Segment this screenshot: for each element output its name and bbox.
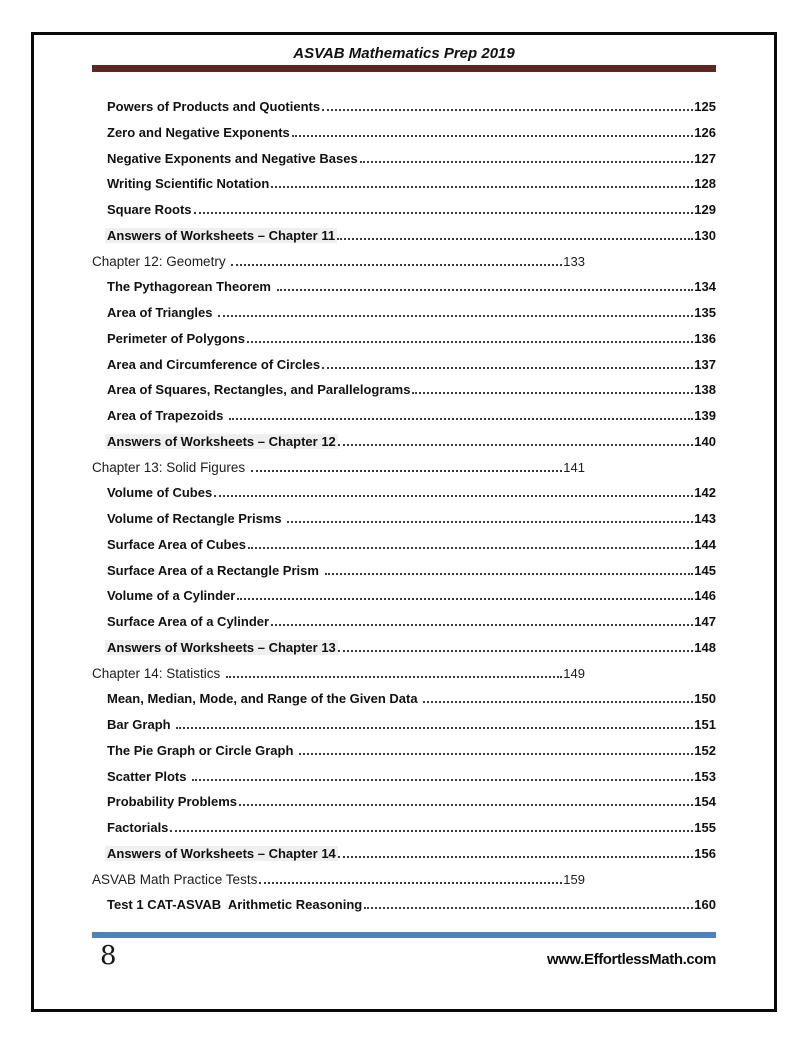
toc-entry-page: 139	[694, 408, 716, 423]
toc-entry	[92, 788, 716, 814]
toc-dot-leader	[322, 109, 693, 111]
toc-entry-page: 152	[694, 742, 716, 758]
toc-entry-page: 140	[694, 433, 716, 449]
toc-entry	[92, 866, 585, 892]
toc-entry	[92, 170, 716, 196]
toc-entry	[92, 454, 585, 480]
toc-entry-label: Answers of Worksheets – Chapter 12	[107, 433, 336, 449]
toc-dot-leader	[277, 289, 694, 291]
toc-dot-leader	[271, 186, 693, 188]
toc-dot-leader	[251, 470, 562, 472]
toc-entry-page: 144	[694, 536, 716, 552]
toc-entry-page: 151	[694, 717, 716, 732]
toc-entry	[92, 891, 716, 917]
toc-entry	[92, 479, 716, 505]
toc-entry	[92, 351, 716, 377]
toc-dot-leader	[337, 238, 693, 240]
toc-entry-label: Writing Scientific Notation	[107, 176, 270, 192]
toc-entry	[92, 299, 716, 325]
toc-entry-page: 133	[563, 253, 585, 269]
page-footer	[92, 940, 716, 972]
toc-entry-page: 145	[694, 562, 716, 578]
toc-dot-leader	[360, 161, 694, 163]
toc-dot-leader	[192, 779, 693, 781]
toc-entry-page: 136	[694, 330, 716, 346]
toc-entry	[92, 840, 716, 866]
toc-dot-leader	[338, 444, 694, 446]
toc-entry	[92, 582, 716, 608]
toc-entry-page: 153	[694, 768, 716, 784]
website-text: www.EffortlessMath.com	[546, 951, 716, 968]
toc-entry-label: Volume of Rectangle Prisms	[107, 511, 286, 526]
toc-entry-page: 134	[694, 279, 716, 295]
toc-entry-label: Answers of Worksheets – Chapter 11	[107, 227, 336, 243]
toc-entry-label: Test 1 CAT-ASVAB Arithmetic Reasoning	[107, 897, 363, 913]
toc-dot-leader	[231, 264, 562, 266]
toc-entry-label: Area of Triangles	[107, 305, 217, 320]
toc-entry-label: Area of Squares, Rectangles, and Parallelograms	[107, 382, 411, 398]
page-border	[31, 32, 777, 1012]
toc-entry-label: Answers of Worksheets – Chapter 14	[107, 845, 336, 861]
toc-entry-label: Answers of Worksheets – Chapter 13	[107, 639, 336, 655]
toc-entry-page: 154	[694, 794, 716, 810]
toc-entry-label: Powers of Products and Quotients	[107, 99, 321, 114]
toc-dot-leader	[338, 856, 694, 858]
toc-entry	[92, 634, 716, 660]
toc-entry-label: Volume of Cubes	[107, 485, 213, 501]
toc-entry	[92, 376, 716, 402]
toc-entry-page: 137	[694, 356, 716, 372]
toc-dot-leader	[412, 392, 693, 394]
toc-entry-label: The Pie Graph or Circle Graph	[107, 742, 297, 758]
toc-entry-label: Factorials	[107, 820, 169, 835]
toc-entry-label: Surface Area of a Rectangle Prism	[107, 562, 323, 578]
toc-entry-label: Negative Exponents and Negative Bases	[107, 150, 358, 166]
footer-rule	[92, 932, 716, 938]
toc-entry-page: 135	[694, 305, 716, 320]
toc-dot-leader	[194, 212, 694, 214]
folio-page-number: 8	[100, 941, 117, 971]
toc-entry-page: 155	[694, 820, 716, 835]
toc-entry-page: 147	[694, 614, 716, 629]
toc-entry	[92, 557, 716, 583]
toc-dot-leader	[299, 753, 693, 755]
toc-dot-leader	[229, 418, 693, 420]
toc-dot-leader	[176, 727, 693, 729]
toc-entry-page: 159	[563, 871, 585, 887]
toc-entry-label: Perimeter of Polygons	[107, 330, 245, 346]
toc-dot-leader	[239, 804, 693, 806]
toc-entry-label: Volume of a Cylinder	[107, 588, 236, 604]
toc-entry-page: 143	[694, 511, 716, 526]
toc-entry-page: 126	[694, 124, 716, 140]
toc-entry-page: 127	[694, 150, 716, 166]
toc-entry-page: 156	[694, 845, 716, 861]
toc-entry-label: ASVAB Math Practice Tests	[92, 871, 258, 887]
toc-entry-label: Probability Problems	[107, 794, 238, 810]
toc-entry-label: Scatter Plots	[107, 768, 191, 784]
toc-entry-page: 146	[694, 588, 716, 604]
toc-dot-leader	[423, 701, 693, 703]
toc-entry	[92, 505, 716, 531]
toc-dot-leader	[292, 135, 694, 137]
toc-entry	[92, 145, 716, 171]
toc-entry	[92, 608, 716, 634]
toc-dot-leader	[259, 882, 562, 884]
toc-entry-page: 160	[694, 897, 716, 913]
toc-dot-leader	[287, 521, 693, 523]
toc-dot-leader	[237, 598, 693, 600]
toc-dot-leader	[214, 495, 693, 497]
toc-entry-page: 141	[563, 459, 585, 475]
toc-dot-leader	[218, 315, 693, 317]
toc-entry	[92, 196, 716, 222]
toc-dot-leader	[226, 676, 562, 678]
toc-entry	[92, 660, 585, 686]
header-rule	[92, 65, 716, 72]
toc-entry-label: Square Roots	[107, 202, 192, 217]
toc-entry	[92, 763, 716, 789]
toc-entry-label: Zero and Negative Exponents	[107, 124, 290, 140]
toc-entry-page: 130	[694, 227, 716, 243]
toc-dot-leader	[325, 573, 694, 575]
toc-entry	[92, 428, 716, 454]
toc-dot-leader	[248, 547, 693, 549]
toc-entry-page: 148	[694, 639, 716, 655]
toc-entry	[92, 325, 716, 351]
toc-entry	[92, 737, 716, 763]
toc-entry-label: Surface Area of a Cylinder	[107, 614, 270, 629]
toc-entry-page: 150	[694, 691, 716, 707]
toc-entry	[92, 531, 716, 557]
toc-list	[92, 93, 716, 917]
toc-entry-page: 129	[694, 202, 716, 217]
toc-entry	[92, 273, 716, 299]
toc-entry-label: Mean, Median, Mode, and Range of the Given Data	[107, 691, 422, 707]
page-title: ASVAB Mathematics Prep 2019	[293, 45, 515, 62]
toc-dot-leader	[322, 367, 693, 369]
toc-entry-label: Chapter 14: Statistics	[92, 665, 225, 681]
toc-dot-leader	[247, 341, 693, 343]
toc-dot-leader	[364, 907, 693, 909]
toc-entry	[92, 119, 716, 145]
toc-entry-label: Area and Circumference of Circles	[107, 356, 321, 372]
toc-entry-label: Chapter 12: Geometry	[92, 253, 230, 269]
toc-entry	[92, 248, 585, 274]
toc-entry	[92, 402, 716, 428]
toc-entry-page: 149	[563, 665, 585, 681]
toc-entry	[92, 93, 716, 119]
toc-entry-label: Bar Graph	[107, 717, 175, 732]
toc-entry-label: Chapter 13: Solid Figures	[92, 459, 249, 475]
toc-dot-leader	[271, 624, 693, 626]
toc-entry-page: 128	[694, 176, 716, 192]
toc-entry-page: 125	[694, 99, 716, 114]
toc-entry	[92, 222, 716, 248]
toc-entry-label: Surface Area of Cubes	[107, 536, 246, 552]
toc-entry-page: 142	[694, 485, 716, 501]
toc-dot-leader	[338, 650, 694, 652]
toc-dot-leader	[170, 830, 693, 832]
toc-entry	[92, 685, 716, 711]
toc-entry	[92, 814, 716, 840]
toc-entry	[92, 711, 716, 737]
toc-entry-label: Area of Trapezoids	[107, 408, 227, 423]
toc-entry-label: The Pythagorean Theorem	[107, 279, 275, 295]
toc-entry-page: 138	[694, 382, 716, 398]
